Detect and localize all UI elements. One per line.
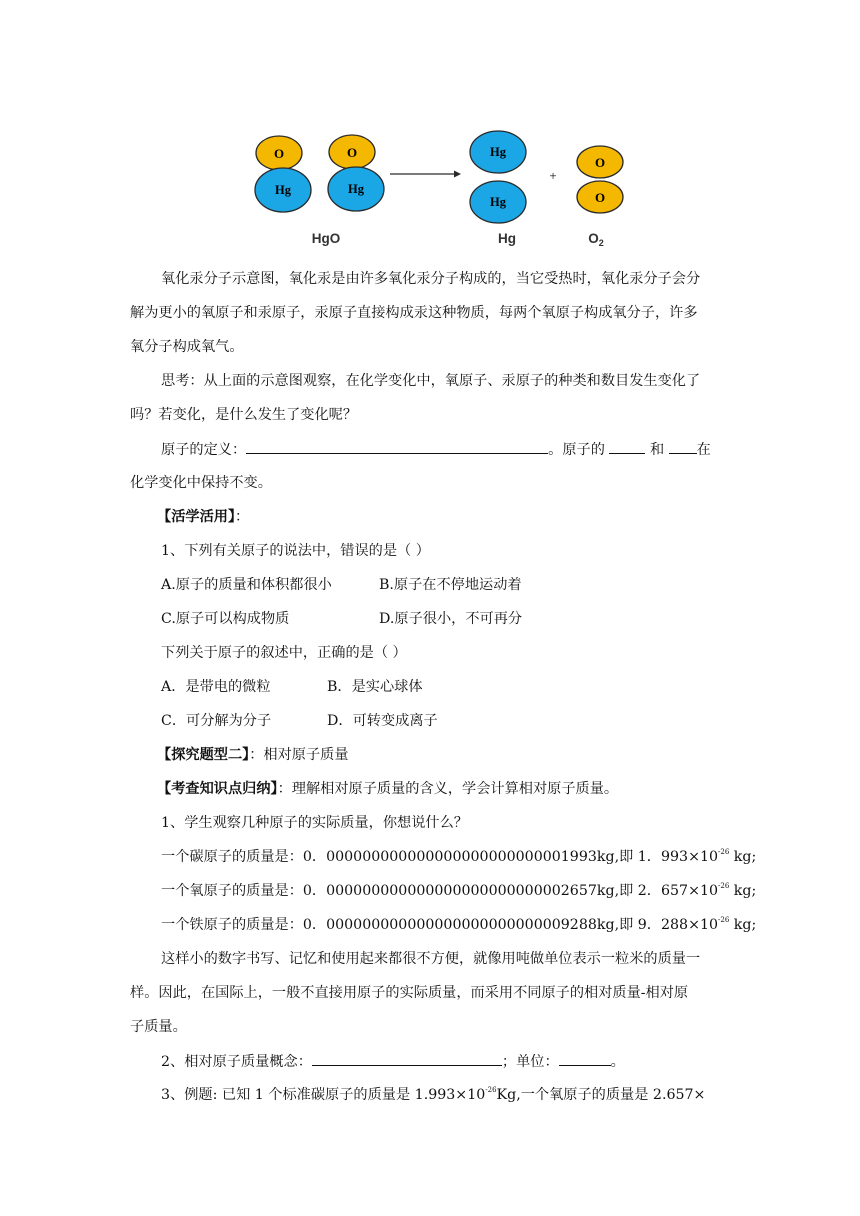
section-heading: 【探究题型二】：相对原子质量 xyxy=(157,747,349,763)
label-o2: $O_2$ xyxy=(588,231,604,248)
mercury-atom-label: Hg xyxy=(275,183,291,197)
option-c: C．可分解为分子 xyxy=(161,713,272,729)
option-c: C.原子可以构成物质 xyxy=(161,611,290,627)
definition-prefix: 原子的定义： xyxy=(161,442,247,458)
unit-blank[interactable] xyxy=(559,1051,611,1066)
and-text: 和 xyxy=(649,442,665,458)
mass-line-oxygen: 一个氧原子的质量是：0．000000000000000000000000002657kg,即 2．$657\times 10^{-26}$ kg; xyxy=(161,882,757,899)
mercury-atom-label: Hg xyxy=(490,195,506,209)
option-d: D．可转变成离子 xyxy=(327,713,438,729)
label-hgo: HgO xyxy=(311,231,341,246)
label-hg: Hg xyxy=(498,231,516,246)
paragraph-line: 子质量。 xyxy=(130,1019,187,1035)
definition-suffix: 在 xyxy=(696,442,711,458)
mass-line-carbon: 一个碳原子的质量是：0．000000000000000000000000001993kg,即 1．$993\times 10^{-26}$ kg; xyxy=(161,848,757,865)
oxygen-atom-label: O xyxy=(594,155,606,170)
paragraph-line: 这样小的数字书写、记忆和使用起来都很不方便，就像用吨做单位表示一粒米的质量一 xyxy=(161,951,701,967)
section-heading: 【考查知识点归纳】：理解相对原子质量的含义，学会计算相对原子质量。 xyxy=(157,781,619,797)
blank-2[interactable] xyxy=(669,439,697,454)
question-stem: 下列关于原子的叙述中，正确的是（ ） xyxy=(161,645,407,661)
mercury-atom-label: Hg xyxy=(348,182,364,196)
plus-sign: + xyxy=(549,168,557,183)
option-d: D.原子很小，不可再分 xyxy=(379,611,523,627)
paragraph-line: 氧化汞分子示意图，氧化汞是由许多氧化汞分子构成的，当它受热时，氧化汞分子会分 xyxy=(161,271,701,287)
question-stem: 1、下列有关原子的说法中，错误的是（ ） xyxy=(161,543,430,559)
option-a: A．是带电的微粒 xyxy=(161,679,271,695)
oxygen-atom-label: O xyxy=(594,190,606,205)
arrow-head-icon xyxy=(454,171,461,178)
oxygen-atom-label: O xyxy=(346,145,358,160)
paragraph-line: 思考：从上面的示意图观察，在化学变化中，氧原子、汞原子的种类和数目发生变化了 xyxy=(161,373,701,389)
reaction-diagram xyxy=(240,128,640,250)
mass-line-iron: 一个铁原子的质量是：0．000000000000000000000000009288kg,即 9．$288\times 10^{-26}$ kg; xyxy=(161,916,757,933)
paragraph-line: 解为更小的氧原子和汞原子，汞原子直接构成汞这种物质，每两个氧原子构成氧分子，许多 xyxy=(130,305,698,321)
definition-line xyxy=(161,439,711,460)
example-line: 3、例题: 已知 1 个标准碳原子的质量是 $1.993\times 10^{-26}Kg$,一个氧原子的质量是 2.657× xyxy=(161,1086,706,1103)
oxygen-atom-label: O xyxy=(273,146,285,161)
paragraph-line: 氧分子构成氧气。 xyxy=(130,339,244,355)
blank-1[interactable] xyxy=(609,439,645,454)
option-b: B．是实心球体 xyxy=(327,679,423,695)
paragraph-line: 化学变化中保持不变。 xyxy=(130,475,272,491)
paragraph-line: 样。因此，在国际上，一般不直接用原子的实际质量，而采用不同原子的相对质量-相对原 xyxy=(130,985,689,1001)
concept-blank[interactable] xyxy=(312,1051,502,1066)
concept-line: 2、相对原子质量概念： ；单位： 。 xyxy=(161,1051,625,1072)
paragraph-line: 吗？若变化，是什么发生了变化呢？ xyxy=(130,407,358,423)
option-a: A.原子的质量和体积都很小 xyxy=(161,577,332,593)
question-stem: 1、学生观察几种原子的实际质量，你想说什么？ xyxy=(161,815,468,831)
mercury-atom-label: Hg xyxy=(490,145,506,159)
definition-mid: 。原子的 xyxy=(548,442,605,458)
option-b: B.原子在不停地运动着 xyxy=(379,577,522,593)
section-heading: 【活学活用】： xyxy=(157,509,250,525)
definition-blank[interactable] xyxy=(246,439,548,454)
